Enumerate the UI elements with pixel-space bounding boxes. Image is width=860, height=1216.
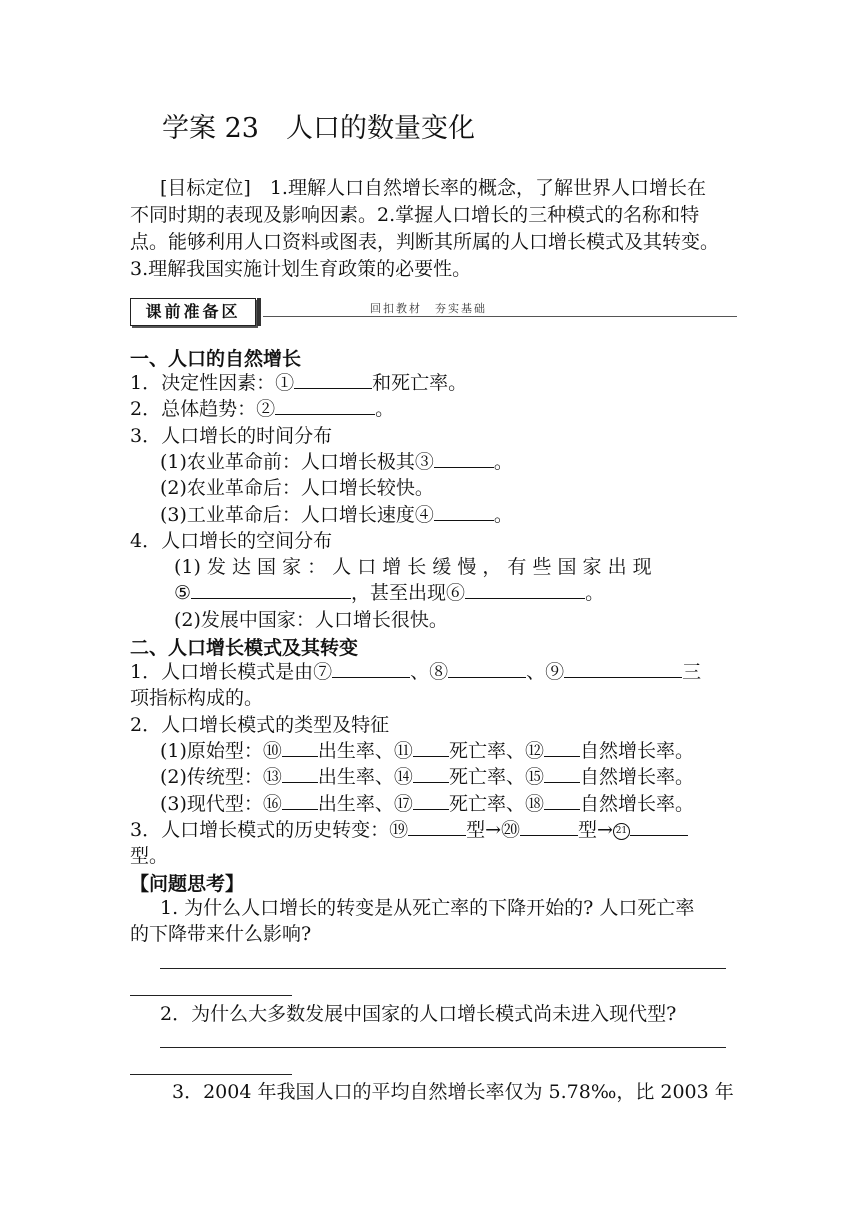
answer-line <box>160 1047 726 1048</box>
section-tag: 课前准备区 <box>130 298 256 326</box>
part2-q2: 2．人口增长模式的类型及特征 <box>130 714 390 736</box>
part2-q3-cont: 型。 <box>130 845 169 867</box>
part1-q3: 3．人口增长的时间分布 <box>130 425 333 447</box>
thinking-heading: 【问题思考】 <box>130 873 245 895</box>
part2-q3: 3．人口增长模式的历史转变：⑲ 型→⑳ 型→ 21 <box>130 817 688 843</box>
section-rule <box>263 316 737 317</box>
part2-heading: 二、人口增长模式及其转变 <box>130 637 359 659</box>
part2-q1: 1．人口增长模式是由⑦ 、⑧ 、⑨ 三 <box>130 661 702 683</box>
part2-q2-1: (1)原始型：⑩ 出生率、⑪ 死亡率、⑫ 自然增长率。 <box>160 740 694 762</box>
answer-line <box>160 968 726 969</box>
thinking-q1-line2: 的下降带来什么影响? <box>130 923 312 945</box>
answer-line <box>130 995 292 996</box>
part2-q1-cont: 项指标构成的。 <box>130 687 264 709</box>
part1-q3-1: (1)农业革命前：人口增长极其③ 。 <box>160 451 513 473</box>
answer-line <box>130 1074 292 1075</box>
part1-q4-1b: ⑤ ，甚至出现⑥ 。 <box>174 582 605 604</box>
part1-q1: 1．决定性因素：① 和死亡率。 <box>130 372 468 394</box>
goal-line-3: 点。能够利用人口资料或图表，判断其所属的人口增长模式及其转变。 <box>130 231 720 253</box>
part2-q2-3: (3)现代型：⑯ 出生率、⑰ 死亡率、⑱ 自然增长率。 <box>160 793 694 815</box>
part2-q2-2: (2)传统型：⑬ 出生率、⑭ 死亡率、⑮ 自然增长率。 <box>160 766 694 788</box>
part1-q4-2: (2)发展中国家：人口增长很快。 <box>174 609 448 631</box>
thinking-q3: 3．2004 年我国人口的平均自然增长率仅为 5.78‰，比 2003 年 <box>172 1081 734 1103</box>
section-tag-bar <box>257 298 261 326</box>
section-subtitle: 回扣教材 夯实基础 <box>370 302 487 315</box>
goal-line-1: [目标定位] 1.理解人口自然增长率的概念，了解世界人口增长在 <box>160 177 706 199</box>
section-bar <box>130 298 737 328</box>
circled-21: 21 <box>613 823 630 840</box>
part1-q2: 2．总体趋势：② 。 <box>130 398 395 420</box>
goal-line-4: 3.理解我国实施计划生育政策的必要性。 <box>130 258 472 280</box>
page-title: 学案 23 人口的数量变化 <box>162 113 475 144</box>
part1-q3-2: (2)农业革命后：人口增长较快。 <box>160 477 434 499</box>
part1-q4-1a: (1) 发 达 国 家 ： 人 口 增 长 缓 慢 ， 有 些 国 家 出 现 <box>174 556 652 578</box>
thinking-q1-line1: 1. 为什么人口增长的转变是从死亡率的下降开始的? 人口死亡率 <box>160 897 695 919</box>
part1-q4: 4．人口增长的空间分布 <box>130 530 333 552</box>
goal-line-2: 不同时期的表现及影响因素。2.掌握人口增长的三种模式的名称和特 <box>130 204 700 226</box>
thinking-q2: 2．为什么大多数发展中国家的人口增长模式尚未进入现代型? <box>160 1003 677 1025</box>
part1-heading: 一、人口的自然增长 <box>130 348 302 370</box>
part1-q3-3: (3)工业革命后：人口增长速度④ 。 <box>160 504 513 526</box>
